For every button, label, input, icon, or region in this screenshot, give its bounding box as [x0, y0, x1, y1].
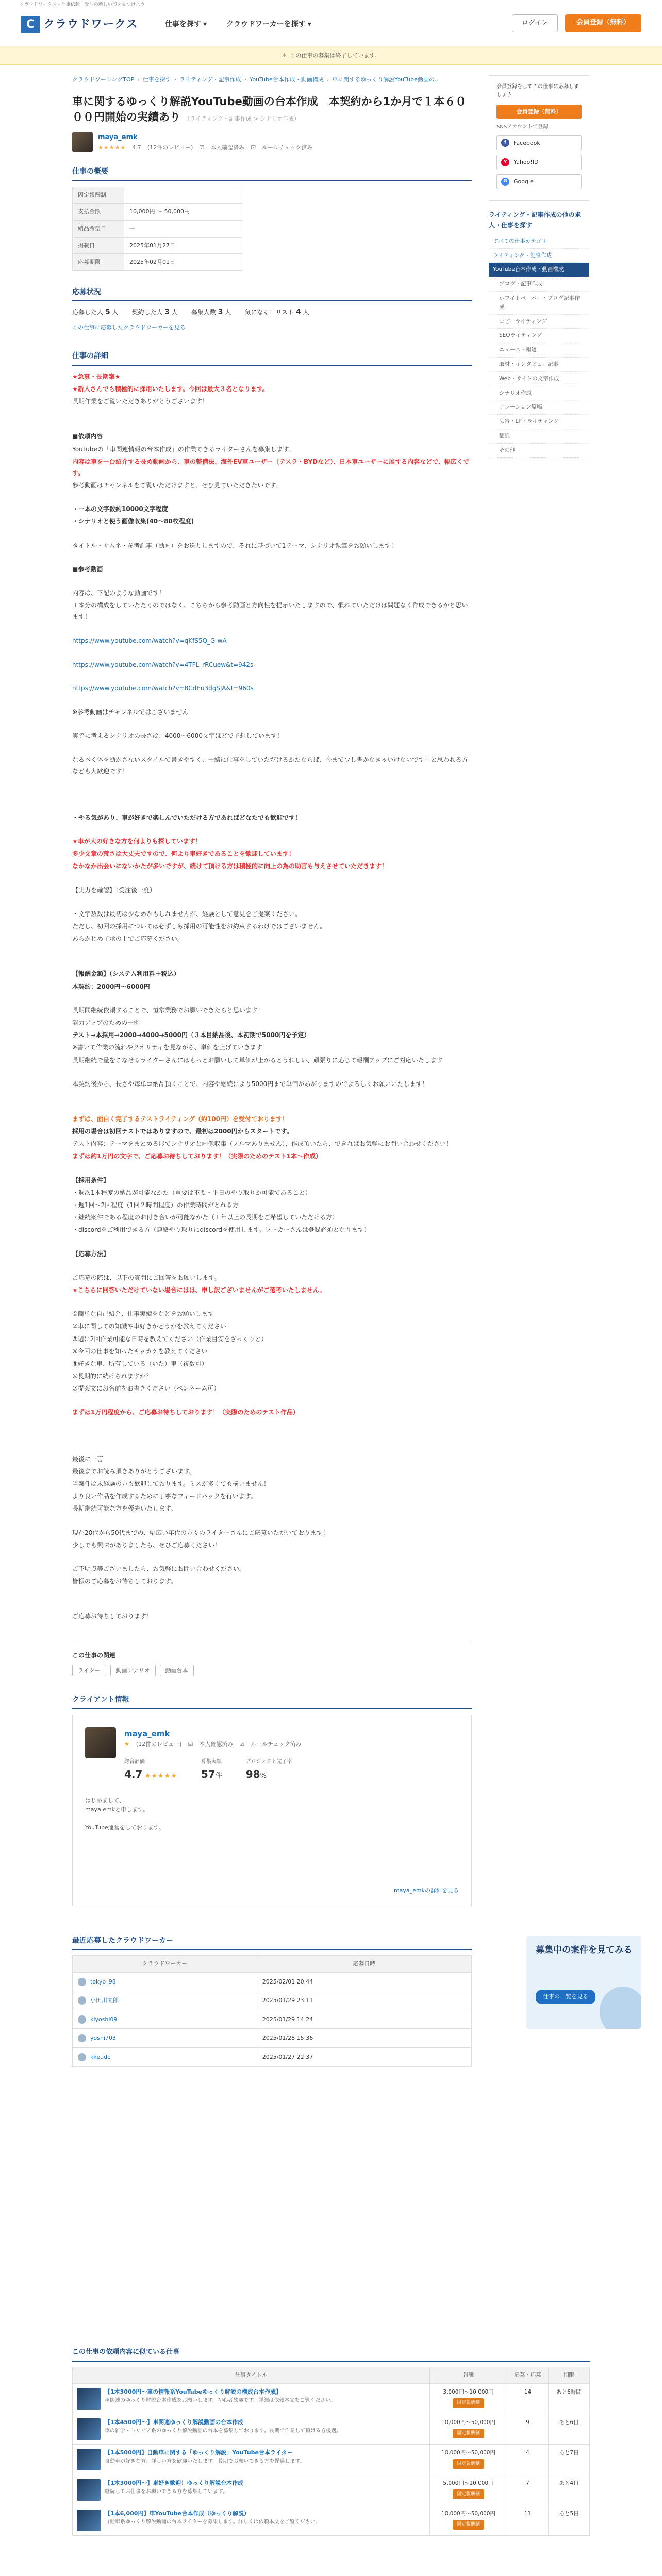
summary-table: 固定報酬制 支払金額 10,000円 〜 50,000円 納品希望日 ― 掲載日 2025年01月27日 応募期限 2025年02月01日 — [72, 187, 242, 271]
count-stat: 募集実績 57件 — [201, 1759, 222, 1781]
job-thumbnail — [77, 2510, 101, 2531]
category-item[interactable]: シナリオ作成 — [489, 386, 589, 401]
category-item[interactable]: すべての仕事カテゴリ — [489, 234, 589, 249]
similar-jobs — [72, 2347, 590, 2536]
check-icon: ☑ — [251, 144, 256, 151]
category-heading: ライティング・記事作成の他の求人・仕事を探す — [489, 211, 581, 229]
table-row: kiyoshi09 2025/01/29 14:24 — [73, 2010, 472, 2029]
category-item[interactable]: コピーライティング — [489, 315, 589, 329]
similar-table: 仕事タイトル 報酬 応募・応募 期限 【1本3000円〜車の情報系YouTubeゆっくり解説の構成台本作成】 車関連のゆっくり解説台本作成をお願いします。初心者歓迎です。詳細は依頼本文をご覧ください。 3,000円〜10,000円 固定報酬制 14 あと6時間 【1本4500円～】車関連ゆっくり解説動画の台本作成 車の雑学・トリビア系のゆっくり解説動画の台本を募集しております。長期で作業して頂ける方優遇。 10,000円〜50,000円 固定報酬制 9 あと6日 【1本5000円】自動車に関する「ゆっくり解説」YouTube台本ライター 自動車が好きな方、詳しい方を歓迎いたします。長期でお願いできる方を優遇します。 10,000円〜50,000円 固定報酬制 4 あと7日 【1本3000円～】車好き歓迎！ゆっくり解説台本作成 継続してお仕事をお願いできる方を募集しています。 5,000円〜10,000円 固定報酬制 7 あと4日 【1本6,000円】車YouTube台本作成（ゆっくり解説） 自動車系ゆっくり解説動画の台本ライターを募集します。詳しくは依頼本文をご覧ください。 10,000円〜50,000円 固定報酬制 11 あと5日 — [72, 2367, 590, 2536]
job-thumbnail — [77, 2418, 101, 2440]
stats-heading: 応募状況 — [72, 286, 472, 301]
workers-heading: 最近応募したクラウドワーカー — [72, 1935, 472, 1950]
job-title: 車に関するゆっくり解説YouTube動画の台本作成 本契約から1か月で１本６０００円開始の実績あり （ライティング・記事作成 > シナリオ作成） — [72, 95, 467, 124]
view-applicants-link[interactable]: この仕事に応募したクラウドワーカーを見る — [72, 324, 186, 331]
client-detail-link[interactable]: maya_emkの詳細を見る — [393, 1887, 459, 1894]
detail-heading: 仕事の詳細 — [72, 350, 472, 365]
breadcrumb-current: 車に関するゆっくり解説YouTube動画の... — [332, 76, 440, 83]
client-rating: 4.7 — [132, 144, 141, 151]
tag[interactable]: ライター — [72, 1665, 106, 1677]
nav-find-workers[interactable]: クラウドワーカーを探す ▾ — [226, 19, 311, 30]
category-item[interactable]: 翻訳 — [489, 429, 589, 444]
applicants-table: クラウドワーカー 応募日時 tokyo_98 2025/02/01 20:44 小田川太郎 2025/01/29 23:11 kiyoshi09 2025/01/29 14:24 yoshi703 2025/01/28 15:36 kkeudo 2025/01/27 22:37 — [72, 1955, 472, 2067]
sidebar — [489, 75, 589, 458]
category-item[interactable]: 取材・インタビュー記事 — [489, 358, 589, 372]
breadcrumb: クラウドソーシングTOP › 仕事を探す › ライティング・記事作成 › YouTube台本作成・動画構成 › 車に関するゆっくり解説YouTube動画の... — [72, 75, 472, 84]
job-thumbnail — [77, 2479, 101, 2501]
avatar — [78, 1978, 86, 1986]
category-item[interactable]: ニュース・報道 — [489, 343, 589, 358]
login-button[interactable]: ログイン — [512, 14, 558, 32]
yahoo-icon: Y — [501, 158, 509, 166]
avatar — [78, 2034, 86, 2042]
star-icon: ★ — [124, 1740, 130, 1748]
category-item[interactable]: ナレーション原稿 — [489, 400, 589, 415]
yahoo-login-button[interactable]: Y Yahoo!ID — [496, 155, 582, 170]
category-item[interactable]: SEOライティング — [489, 329, 589, 343]
tag-list — [72, 1665, 472, 1677]
table-row: 【1本3000円～】車好き歓迎！ゆっくり解説台本作成 継続してお仕事をお願いできる方を募集しています。 5,000円〜10,000円 固定報酬制 7 あと4日 — [73, 2475, 590, 2505]
closed-alert: ⚠ この仕事の募集は終了しています。 — [0, 46, 662, 65]
category-item[interactable]: その他 — [489, 444, 589, 458]
reference-video-link[interactable]: https://www.youtube.com/watch?v=4TFL_rRCuew&t=942s — [72, 660, 254, 668]
google-login-button[interactable]: G Google — [496, 174, 582, 190]
reference-video-link[interactable]: https://www.youtube.com/watch?v=8CdEu3dgSJA&t=960s — [72, 684, 254, 692]
category-item[interactable]: ライティング・記事作成 — [489, 249, 589, 263]
category-item[interactable]: 広告・LP・ライティング — [489, 415, 589, 429]
table-row: kkeudo 2025/01/27 22:37 — [73, 2048, 472, 2067]
logo[interactable] — [21, 15, 138, 33]
avatar — [78, 2053, 86, 2061]
avatar[interactable] — [85, 1727, 116, 1758]
category-item[interactable]: YouTube台本作成・動画構成 — [489, 263, 589, 277]
table-row: 【1本3000円〜車の情報系YouTubeゆっくり解説の構成台本作成】 車関連のゆっくり解説台本作成をお願いします。初心者歓迎です。詳細は依頼本文をご覧ください。 3,000円〜10,000円 固定報酬制 14 あと6時間 — [73, 2383, 590, 2414]
breadcrumb-item[interactable]: YouTube台本作成・動画構成 — [250, 76, 324, 83]
summary-heading: 仕事の概要 — [72, 166, 472, 181]
completion-stat: プロジェクト完了率 98% — [245, 1759, 292, 1781]
job-category-note: （ライティング・記事作成 > シナリオ作成） — [184, 115, 300, 123]
facebook-login-button[interactable]: f Facebook — [496, 135, 582, 151]
rating-stat: 総合評価 4.7 ★★★★★ — [124, 1759, 177, 1781]
header — [0, 0, 662, 46]
client-info-card: maya_emk ★ (12件のレビュー) ☑ 本人確認済み ☑ ルールチェック済み 総合評価 4.7 ★★★★★ 募集実績 57件 プロジェクト完了率 98% はじめまして、 maya.emkと申します。 YouTube運営をしております。 maya_emkの詳細を見る — [72, 1715, 472, 1906]
sidebar-register-button[interactable]: 会員登録（無料） — [496, 105, 582, 119]
table-row: yoshi703 2025/01/28 15:36 — [73, 2029, 472, 2048]
job-thumbnail — [77, 2388, 101, 2410]
tags-heading: この仕事の関連 — [72, 1651, 116, 1659]
table-row: tokyo_98 2025/02/01 20:44 — [73, 1972, 472, 1991]
client-bio: はじめまして、 maya.emkと申します。 YouTube運営をしております。 — [85, 1797, 164, 1832]
check-icon: ☑ — [239, 1740, 245, 1748]
client-info-heading: クライアント情報 — [72, 1694, 472, 1709]
signup-box: 会員登録をしてこの仕事に応募しましょう 会員登録（無料） SNSアカウントで登録 f Facebook Y Yahoo!ID G Google — [489, 75, 589, 201]
chevron-down-icon: ▾ — [307, 20, 311, 28]
verified-icon: ☑ — [199, 144, 205, 151]
category-item[interactable]: ブログ・記事作成 — [489, 277, 589, 292]
verified-icon: ☑ — [188, 1740, 193, 1748]
warning-icon: ⚠ — [282, 52, 287, 59]
category-item[interactable]: ホワイトペーパー・ブログ記事作成 — [489, 292, 589, 315]
table-row: 小田川太郎 2025/01/29 23:11 — [73, 1991, 472, 2010]
table-row: 【1本6,000円】車YouTube台本作成（ゆっくり解説） 自動車系ゆっくり解説動画の台本ライターを募集します。詳しくは依頼本文をご覧ください。 10,000円〜50,000円 固定報酬制 11 あと5日 — [73, 2505, 590, 2535]
review-count[interactable]: (12件のレビュー) — [147, 144, 193, 151]
facebook-icon: f — [501, 139, 509, 147]
table-row: 【1本5000円】自動車に関する「ゆっくり解説」YouTube台本ライター 自動車が好きな方、詳しい方を歓迎いたします。長期でお願いできる方を優遇します。 10,000円〜50,000円 固定報酬制 4 あと7日 — [73, 2444, 590, 2475]
promo-button[interactable]: 仕事の一覧を見る — [536, 1990, 595, 2004]
promo-banner[interactable] — [526, 1936, 641, 2029]
tagline: クラウドワークス - 仕事依頼・受注の新しい形を見つけよう — [20, 2, 145, 7]
tag[interactable]: 動画シナリオ — [110, 1665, 156, 1677]
category-list — [489, 234, 589, 458]
breadcrumb-item[interactable]: ライティング・記事作成 — [179, 76, 241, 83]
chevron-down-icon: ▾ — [203, 20, 207, 28]
tag[interactable]: 動画台本 — [160, 1665, 194, 1677]
job-thumbnail — [77, 2449, 101, 2470]
job-detail: ★急募・長期案★ ★新人さんでも積極的に採用いたします。今回は最大３名となります。 長期作業をご覧いただきありがとうございます！ ■依頼内容 YouTubeの「車関連情報の台本作成」の作業できるライターさんを募集します。 内容は車を一台紹介する長め動画から、車の整備法、海外EV車ユーザー（テスラ・BYDなど）、日本車ユーザーに展する内容などで、幅広くです。 参考動画はチャンネルをご覧いただけますと、ぜひ見ていただきたいです。 ・一本の文字数約10000文字程度 ・シナリオと使う画像収集(40～80枚程度) タイトル・サムネ・参考記事（動画）をお送りしますので、それに基づいて1テーマ、シナリオ執筆をお願いします！ ■参考動画 内容は、下記のような動画です！ １本分の構成をしていただくのではなく、こちらから参考動画と方向性を提示いたしますので、慣れていただけば問題なく作成できるかと思います！ https://www.youtube.com/watch?v=qKfS5Q_G-wA https://www.youtube.com/watch?v=4TFL_rRCuew&t=942s https://www.youtube.com/watch?v=8CdEu3dgSJA&t=960s ※参考動画はチャンネルではございません 実際に考えるシナリオの長さは、4000〜6000文字ほどで予想しています！ なるべく体を動かさないスタイルで書きやすく、一緒に仕事をしていただけるかたならば、今まで少し書かなきゃいけないです！と思われる方なども大歓迎です！ ・やる気があり、車が好きで楽しんでいただける方であればどなたでも歓迎です！ ★車が大の好きな方を何よりも探しています！ 多少文章の荒さは大丈夫ですので、何より車好きであることを歓迎しています！ なかなか出会いにないかたが多いですが、続けて頂ける方は積極的に向上の為の助言も与えさせていただきます！ 【実力を確認】（受注後一度） ・文字数数は最初は少なめかもしれませんが、経験として意見をご提案ください。 ただし、初回の採用については必ずしも採用の可能性をお約束するわけではございません。 あらかじめ了承の上でご応募ください。 【報酬金額】（システム利用料＋税込） 本契約：2000円〜6000円 長期間継続依頼することで、恒常業務でお願いできたらと思います！ 能力アップのための一例 テスト→本採用→2000→4000→5000円（３本目納品後、本初期で5000円を予定） ※書いて作業の流れやクオリティを見ながら、単価を上げていきます 長期継続で量をこなせるライターさんにはもっとお願いして単価が上がるとうれしい、頑張りに応じて報酬アップにご対応いたします 本契約後から、長さや毎単コ納品頂くことで、内容や継続により5000円まで単価があがりますのでよろしくお願いいたします！ まずは、面白く完了するテストライティング（約100円）を受付ております！ 採用の場合は初回テストではありますので、最初は2000円からスタートです。 テスト内容：テーマをまとめる形でシナリオと画像収集（ノルマありません）、作成頂いたら、できればお気軽にお問い合わせください！ まずは約1万円の文字で、ご応募お待ちしております！（実際のためのテスト1本～作成） 【採用条件】 ・週次1本程度の納品が可能なかた（重要は不要・平日のやり取りが可能であること） ・週1回〜2回程度（1回２時間程度）の作業時間がとれる方 ・継続案件である程度のお付き合いが可能なかた（１年以上の長期をご希望していただける方） ・discordをご利用できる方（連絡やり取りにdiscordを使用します。ワーカーさんは登録必須となります） 【応募方法】 ご応募の際は、以下の質問にご回答をお願いします。 ★こちらに回答いただけていない場合にはは、申し訳ございませんがご選考いたしません。 ①簡単な自己紹介、仕事実績をなどをお願いします ②車に関しての知識や車好きかどうかを教えてください ③週に2回作業可能な日時を教えてください（作業目安をざっくりと） ④今回の仕事を知ったキッカケを教えてください ⑤好きな車、所有している（いた）車（複数可） ⑥長期的に続けられますか？ ⑦提案文にお名前をお書きください（ペンネーム可） まずは1万円程度から、ご応募お待ちしております！（実際のためのテスト作品） 最後に一言 最後までお読み頂きありがとうございます。 当案件は未経験の方も歓迎しております。ミスが多くても構いません！ より良い作品を作成するために丁寧なフィードバックを行います。 長期継続可能な方を優先いたします。 現在20代から50代までの、幅広い年代の方々のライターさんにご応募いただいております！ 少しでも興味がありましたら、ぜひご応募ください！ ご不明点等ございましたら、お気軽にお問い合わせください。 皆様のご応募をお待ちしております。 ご応募お待ちしております！ — [72, 372, 469, 1620]
avatar — [78, 1996, 86, 2005]
client-summary: maya_emk ★★★★★ 4.7 (12件のレビュー) ☑ 本人確認済み ☑ ルールチェック済み — [72, 132, 472, 152]
google-icon: G — [501, 178, 509, 186]
nav-find-jobs[interactable]: 仕事を探す ▾ — [165, 19, 207, 30]
logo-mark: C — [21, 16, 40, 33]
main-content — [72, 75, 472, 2067]
application-stats: 応募した人 5 人 契約した人 3 人 募集人数 3 人 気になる！リスト 4 人 — [72, 308, 309, 317]
avatar[interactable] — [72, 132, 93, 152]
logo-text: クラウドワークス — [43, 18, 138, 31]
table-row: 【1本4500円～】車関連ゆっくり解説動画の台本作成 車の雑学・トリビア系のゆっくり解説動画の台本を募集しております。長期で作業して頂ける方優遇。 10,000円〜50,000円 固定報酬制 9 あと6日 — [73, 2414, 590, 2444]
client-name[interactable]: maya_emk — [124, 1728, 170, 1738]
breadcrumb-item[interactable]: クラウドソーシングTOP — [72, 76, 135, 83]
star-icon: ★★★★★ — [98, 144, 126, 151]
header-nav — [165, 19, 311, 30]
promo-text: 募集中の案件を見てみる — [536, 1945, 632, 1955]
avatar — [78, 2015, 86, 2024]
register-button[interactable]: 会員登録（無料） — [565, 14, 641, 32]
reference-video-link[interactable]: https://www.youtube.com/watch?v=qKfS5Q_G-wA — [72, 637, 227, 645]
similar-heading: この仕事の依頼内容に似ている仕事 — [72, 2347, 590, 2362]
client-name[interactable]: maya_emk — [98, 133, 138, 142]
category-item[interactable]: Web・サイトの文章作成 — [489, 372, 589, 386]
breadcrumb-item[interactable]: 仕事を探す — [142, 76, 171, 83]
